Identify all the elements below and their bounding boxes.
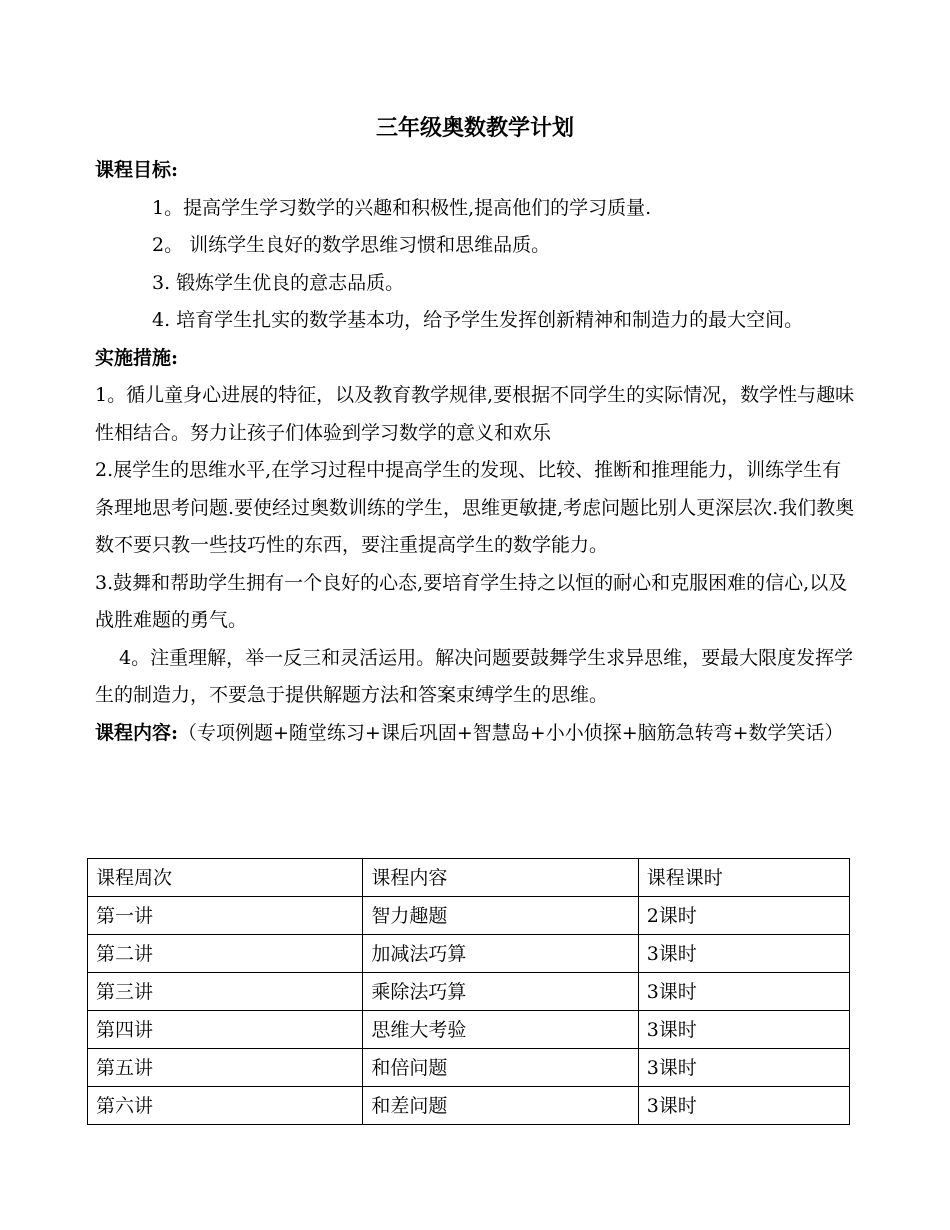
table-header-row xyxy=(88,859,850,897)
goal-item: 2。 训练学生良好的数学思维习惯和思维品质。 xyxy=(152,234,551,256)
cell-week: 第五讲 xyxy=(88,1049,363,1087)
measure-item: 1。循儿童身心进展的特征，以及教育教学规律,要根据不同学生的实际情况，数学性与趣味性相结合。努力让孩子们体验到学习数学的意义和欢乐 xyxy=(95,384,855,444)
table-row xyxy=(88,973,850,1011)
goal-item: 4. 培育学生扎实的数学基本功，给予学生发挥创新精神和制造力的最大空间。 xyxy=(152,309,804,331)
cell-hours: 3课时 xyxy=(638,1011,849,1049)
course-schedule-table xyxy=(87,858,850,1125)
measures-heading: 实施措施: xyxy=(95,346,179,369)
table-row xyxy=(88,935,850,973)
table-row xyxy=(88,1087,850,1125)
content-line xyxy=(95,715,855,753)
cell-hours: 3课时 xyxy=(638,1049,849,1087)
header-content: 课程内容 xyxy=(363,859,638,897)
table-row xyxy=(88,1011,850,1049)
cell-content: 乘除法巧算 xyxy=(363,973,638,1011)
goal-item: 1。提高学生学习数学的兴趣和积极性,提高他们的学习质量. xyxy=(152,196,652,219)
cell-hours: 3课时 xyxy=(638,1087,849,1125)
cell-content: 和倍问题 xyxy=(363,1049,638,1087)
cell-hours: 3课时 xyxy=(638,973,849,1011)
cell-content: 加减法巧算 xyxy=(363,935,638,973)
cell-week: 第六讲 xyxy=(88,1087,363,1125)
table-row xyxy=(88,1049,850,1087)
cell-content: 智力趣题 xyxy=(363,897,638,935)
cell-week: 第三讲 xyxy=(88,973,363,1011)
document-body xyxy=(95,152,855,752)
cell-week: 第二讲 xyxy=(88,935,363,973)
measure-item: 3.鼓舞和帮助学生拥有一个良好的心态,要培育学生持之以恒的耐心和克服困难的信心,以及战胜难题的勇气。 xyxy=(95,571,848,631)
goals-heading: 课程目标: xyxy=(95,159,179,181)
table-row xyxy=(88,897,850,935)
goal-item: 3. 锻炼学生优良的意志品质。 xyxy=(152,271,405,294)
cell-week: 第四讲 xyxy=(88,1011,363,1049)
measure-item: 4。注重理解，举一反三和灵活运用。解决问题要鼓舞学生求异思维，要最大限度发挥学生的制造力，不要急于提供解题方法和答案束缚学生的思维。 xyxy=(95,646,854,706)
measure-item: 2.展学生的思维水平,在学习过程中提高学生的发现、比较、推断和推理能力，训练学生有条理地思考问题.要使经过奥数训练的学生，思维更敏捷,考虑问题比别人更深层次.我们教奥数不要只教一些技巧性的东西，要注重提高学生的数学能力。 xyxy=(95,459,855,556)
cell-content: 思维大考验 xyxy=(363,1011,638,1049)
cell-week: 第一讲 xyxy=(88,897,363,935)
header-week: 课程周次 xyxy=(88,859,363,897)
cell-hours: 2课时 xyxy=(638,897,849,935)
header-hours: 课程课时 xyxy=(638,859,849,897)
cell-content: 和差问题 xyxy=(363,1087,638,1125)
content-note: （专项例题+随堂练习+课后巩固+智慧岛+小小侦探+脑筋急转弯+数学笑话） xyxy=(178,721,844,744)
document-title: 三年级奥数教学计划 xyxy=(375,115,574,141)
content-heading: 课程内容: xyxy=(95,721,179,744)
cell-hours: 3课时 xyxy=(638,935,849,973)
